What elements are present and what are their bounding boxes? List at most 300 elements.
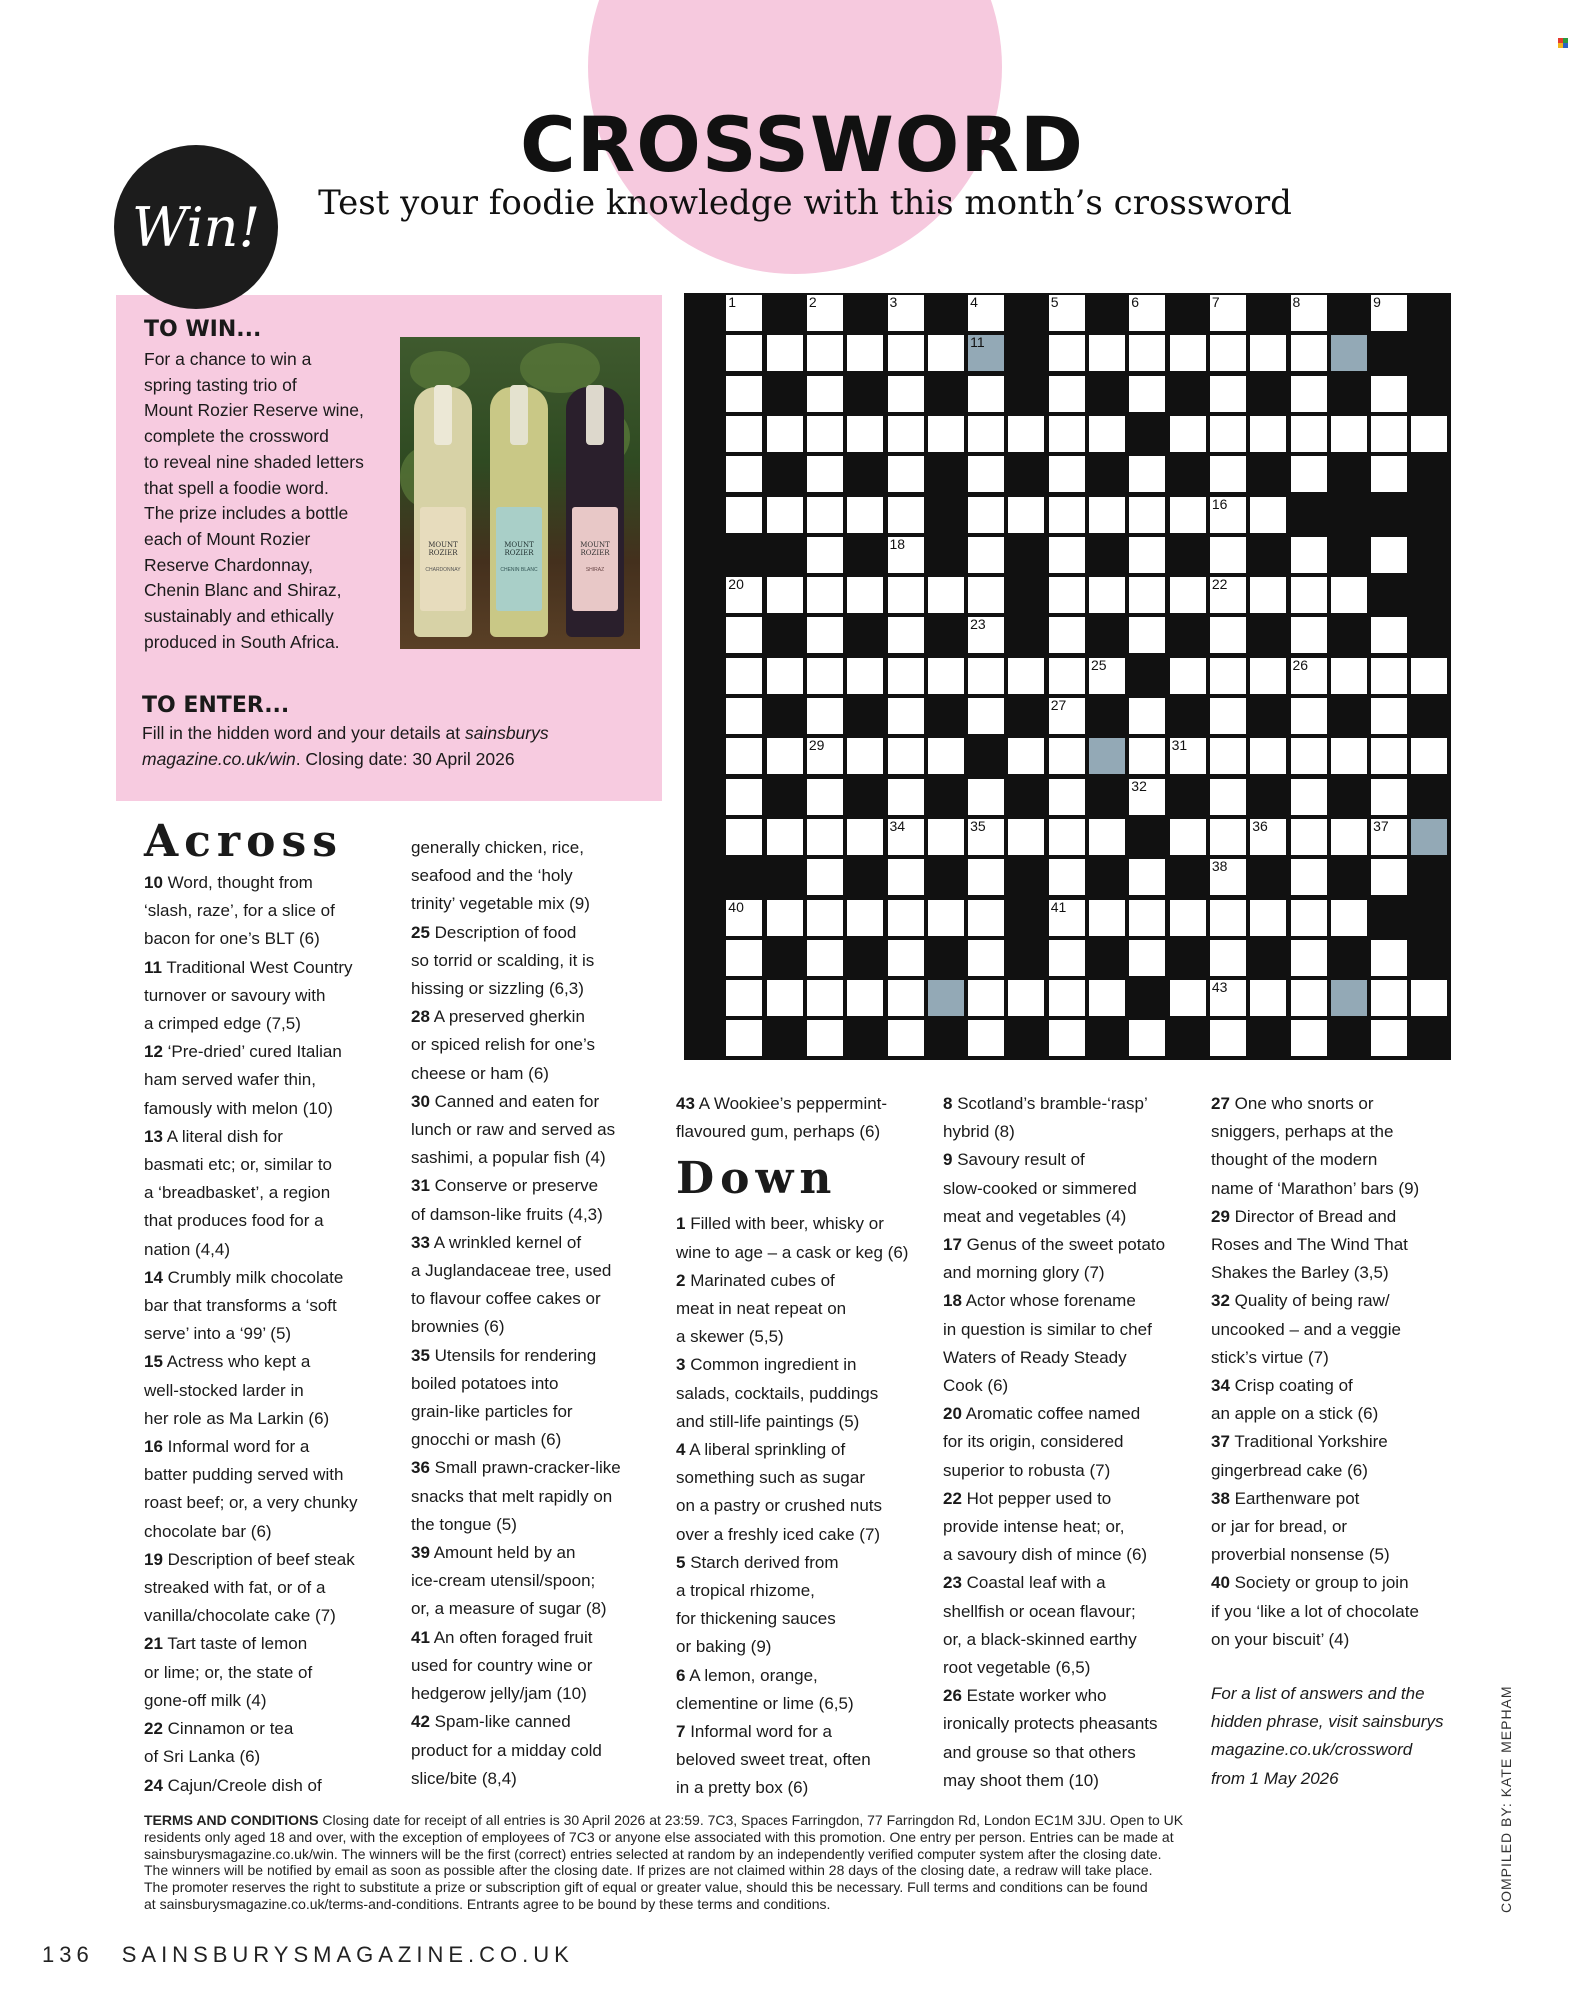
- crossword-cell[interactable]: [888, 980, 924, 1016]
- crossword-cell[interactable]: [1250, 819, 1286, 855]
- crossword-cell[interactable]: [968, 980, 1004, 1016]
- crossword-cell[interactable]: [968, 577, 1004, 613]
- crossword-cell[interactable]: [1049, 859, 1085, 895]
- crossword-cell[interactable]: [847, 738, 883, 774]
- terms-line: The winners will be notified by email as soon as possible after the closing date. If prizes are not claimed within 28 days of the closing date, a redraw will take place.: [144, 1862, 1153, 1879]
- crossword-cell[interactable]: [1129, 1020, 1165, 1056]
- crossword-cell[interactable]: [888, 819, 924, 855]
- crossword-cell[interactable]: [1291, 295, 1327, 331]
- crossword-cell[interactable]: [888, 295, 924, 331]
- crossword-cell[interactable]: [968, 295, 1004, 331]
- crossword-cell[interactable]: [1291, 537, 1327, 573]
- crossword-cell[interactable]: [767, 900, 803, 936]
- crossword-cell[interactable]: [1129, 295, 1165, 331]
- crossword-cell[interactable]: [888, 900, 924, 936]
- clue-line-start: [411, 1539, 621, 1567]
- crossword-cell[interactable]: [1210, 1020, 1246, 1056]
- crossword-cell[interactable]: [1250, 577, 1286, 613]
- crossword-cell[interactable]: [928, 900, 964, 936]
- crossword-cell[interactable]: [1210, 980, 1246, 1016]
- crossword-cell[interactable]: [1129, 537, 1165, 573]
- clue-number: 10: [144, 873, 163, 892]
- crossword-cell[interactable]: [888, 617, 924, 653]
- crossword-cell[interactable]: [807, 537, 843, 573]
- crossword-cell[interactable]: [1129, 738, 1165, 774]
- crossword-cell[interactable]: [767, 577, 803, 613]
- crossword-cell[interactable]: [807, 335, 843, 371]
- crossword-cell[interactable]: [847, 658, 883, 694]
- clues-column-3: [676, 1090, 908, 1803]
- crossword-cell[interactable]: [767, 738, 803, 774]
- crossword-cell[interactable]: [1371, 658, 1407, 694]
- clue-number: 3: [676, 1355, 686, 1375]
- clue-text: Estate worker who: [961, 1686, 1107, 1706]
- clue-text: proverbial nonsense (5): [1211, 1545, 1390, 1565]
- clue-line-start: [411, 1172, 621, 1200]
- crossword-cell[interactable]: [1170, 577, 1206, 613]
- cell-number: 18: [889, 535, 906, 552]
- crossword-cell[interactable]: [1008, 980, 1044, 1016]
- crossword-cell[interactable]: [1049, 497, 1085, 533]
- crossword-cell[interactable]: [1371, 617, 1407, 653]
- crossword-cell[interactable]: [888, 577, 924, 613]
- crossword-cell[interactable]: [928, 738, 964, 774]
- crossword-cell[interactable]: [1089, 980, 1125, 1016]
- clue-line-start: [1211, 1372, 1443, 1400]
- crossword-cell[interactable]: [1331, 738, 1367, 774]
- clue-text: or lime; or, the state of: [144, 1662, 313, 1682]
- crossword-cell[interactable]: [1371, 819, 1407, 855]
- crossword-cell[interactable]: [767, 819, 803, 855]
- crossword-cell[interactable]: [807, 1020, 843, 1056]
- crossword-cell[interactable]: [1291, 376, 1327, 412]
- clue-line: [144, 925, 358, 953]
- crossword-cell[interactable]: [1089, 577, 1125, 613]
- crossword-cell[interactable]: [1210, 658, 1246, 694]
- crossword-cell[interactable]: [1210, 456, 1246, 492]
- clue-line: [144, 1489, 358, 1517]
- crossword-cell[interactable]: [847, 577, 883, 613]
- crossword-cell[interactable]: [847, 819, 883, 855]
- clue-text: Actress who kept a: [162, 1352, 311, 1372]
- crossword-cell[interactable]: [888, 658, 924, 694]
- crossword-cell[interactable]: [928, 335, 964, 371]
- crossword-cell[interactable]: [1129, 376, 1165, 412]
- crossword-cell[interactable]: [1210, 497, 1246, 533]
- crossword-cell[interactable]: [1049, 658, 1085, 694]
- crossword-cell[interactable]: [1210, 416, 1246, 452]
- crossword-cell[interactable]: [1250, 335, 1286, 371]
- crossword-cell[interactable]: [1371, 295, 1407, 331]
- crossword-cell[interactable]: [888, 1020, 924, 1056]
- crossword-cell[interactable]: [1250, 497, 1286, 533]
- entry-link[interactable]: sainsburys: [464, 723, 549, 743]
- crossword-cell[interactable]: [1371, 537, 1407, 573]
- crossword-cell[interactable]: [1170, 900, 1206, 936]
- clue-line: [144, 1207, 358, 1235]
- crossword-cell[interactable]: [1331, 819, 1367, 855]
- crossword-cell[interactable]: [1411, 416, 1447, 452]
- clue-text: to flavour coffee cakes or: [411, 1289, 601, 1309]
- crossword-cell[interactable]: [1371, 456, 1407, 492]
- crossword-cell[interactable]: [888, 456, 924, 492]
- crossword-cell[interactable]: [1371, 1020, 1407, 1056]
- crossword-cell[interactable]: [968, 416, 1004, 452]
- crossword-cell[interactable]: [767, 980, 803, 1016]
- crossword-cell[interactable]: [1210, 335, 1246, 371]
- crossword-cell-shaded[interactable]: [968, 335, 1004, 371]
- crossword-cell-shaded[interactable]: [1331, 980, 1367, 1016]
- crossword-cell[interactable]: [1170, 497, 1206, 533]
- crossword-cell[interactable]: [968, 819, 1004, 855]
- crossword-cell[interactable]: [807, 658, 843, 694]
- crossword-cell-shaded[interactable]: [1089, 738, 1125, 774]
- crossword-cell[interactable]: [968, 456, 1004, 492]
- crossword-cell[interactable]: [1129, 497, 1165, 533]
- site-name: SAINSBURYSMAGAZINE.CO.UK: [121, 1942, 574, 1967]
- crossword-cell[interactable]: [847, 900, 883, 936]
- down-heading: Down: [676, 1153, 838, 1205]
- to-win-line: spring tasting trio of: [144, 374, 297, 395]
- clue-line: [411, 1765, 621, 1793]
- crossword-cell[interactable]: [1049, 940, 1085, 976]
- clue-text: roast beef; or, a very chunky: [144, 1493, 358, 1513]
- crossword-cell[interactable]: [968, 859, 1004, 895]
- crossword-cell[interactable]: [1089, 335, 1125, 371]
- crossword-cell[interactable]: [888, 335, 924, 371]
- crossword-cell[interactable]: [1291, 900, 1327, 936]
- answers-link[interactable]: magazine.co.uk/crossword: [1211, 1740, 1413, 1760]
- clue-text: provide intense heat; or,: [943, 1517, 1125, 1537]
- crossword-cell[interactable]: [968, 698, 1004, 734]
- clue-text: over a freshly iced cake (7): [676, 1524, 881, 1544]
- crossword-cell[interactable]: [807, 819, 843, 855]
- crossword-cell[interactable]: [1291, 779, 1327, 815]
- clue-text: the tongue (5): [411, 1514, 517, 1534]
- crossword-cell[interactable]: [1411, 658, 1447, 694]
- crossword-cell[interactable]: [1291, 738, 1327, 774]
- crossword-cell[interactable]: [888, 738, 924, 774]
- crossword-cell[interactable]: [807, 698, 843, 734]
- crossword-cell[interactable]: [1250, 900, 1286, 936]
- crossword-cell[interactable]: [928, 577, 964, 613]
- crossword-cell[interactable]: [1291, 980, 1327, 1016]
- crossword-cell[interactable]: [1170, 980, 1206, 1016]
- crossword-cell[interactable]: [847, 497, 883, 533]
- crossword-cell[interactable]: [1331, 416, 1367, 452]
- crossword-cell[interactable]: [1291, 859, 1327, 895]
- crossword-cell[interactable]: [1210, 617, 1246, 653]
- crossword-cell[interactable]: [928, 819, 964, 855]
- crossword-cell[interactable]: [1049, 376, 1085, 412]
- crossword-cell[interactable]: [767, 658, 803, 694]
- crossword-cell[interactable]: [807, 295, 843, 331]
- crossword-cell[interactable]: [1129, 577, 1165, 613]
- clue-text: Conserve or preserve: [429, 1176, 599, 1196]
- crossword-cell[interactable]: [1210, 537, 1246, 573]
- crossword-cell[interactable]: [888, 779, 924, 815]
- crossword-cell[interactable]: [1331, 900, 1367, 936]
- crossword-cell[interactable]: [726, 416, 762, 452]
- clue-text: Roses and The Wind That: [1211, 1235, 1408, 1255]
- crossword-cell[interactable]: [888, 940, 924, 976]
- clue-text: famously with melon (10): [144, 1098, 333, 1118]
- crossword-cell-shaded[interactable]: [928, 980, 964, 1016]
- crossword-cell[interactable]: [1210, 819, 1246, 855]
- crossword-cell[interactable]: [726, 577, 762, 613]
- crossword-cell[interactable]: [1210, 900, 1246, 936]
- crossword-cell[interactable]: [807, 779, 843, 815]
- crossword-cell[interactable]: [1210, 779, 1246, 815]
- crossword-cell[interactable]: [968, 1020, 1004, 1056]
- clue-line: [1211, 1118, 1443, 1146]
- crossword-cell[interactable]: [1210, 940, 1246, 976]
- crossword-cell[interactable]: [1008, 819, 1044, 855]
- crossword-cell[interactable]: [1291, 819, 1327, 855]
- clue-line: [144, 1574, 358, 1602]
- clue-number: 6: [676, 1665, 686, 1685]
- crossword-cell[interactable]: [968, 497, 1004, 533]
- crossword-cell[interactable]: [1371, 940, 1407, 976]
- crossword-cell[interactable]: [1049, 295, 1085, 331]
- crossword-cell[interactable]: [1250, 738, 1286, 774]
- crossword-cell[interactable]: [1371, 980, 1407, 1016]
- crossword-cell[interactable]: [1129, 698, 1165, 734]
- crossword-cell[interactable]: [1008, 497, 1044, 533]
- crossword-cell[interactable]: [1371, 376, 1407, 412]
- crossword-cell[interactable]: [1250, 416, 1286, 452]
- crossword-cell[interactable]: [807, 940, 843, 976]
- crossword-cell[interactable]: [1089, 658, 1125, 694]
- clue-text: so torrid or scalding, it is: [411, 950, 595, 970]
- clue-number: 19: [144, 1549, 163, 1569]
- crossword-cell[interactable]: [807, 376, 843, 412]
- crossword-cell[interactable]: [726, 658, 762, 694]
- crossword-cell[interactable]: [1291, 1020, 1327, 1056]
- crossword-cell[interactable]: [1371, 779, 1407, 815]
- crossword-cell[interactable]: [726, 335, 762, 371]
- clue-line: [676, 1633, 908, 1661]
- clue-text: A liberal sprinkling of: [685, 1440, 846, 1460]
- crossword-cell[interactable]: [726, 698, 762, 734]
- crossword-cell[interactable]: [726, 980, 762, 1016]
- crossword-cell[interactable]: [1411, 738, 1447, 774]
- crossword-cell[interactable]: [726, 456, 762, 492]
- clue-text: an apple on a stick (6): [1211, 1404, 1379, 1424]
- clue-text: Earthenware pot: [1229, 1488, 1360, 1508]
- crossword-cell[interactable]: [1291, 617, 1327, 653]
- crossword-cell[interactable]: [726, 376, 762, 412]
- crossword-cell[interactable]: [1049, 1020, 1085, 1056]
- crossword-cell[interactable]: [1049, 617, 1085, 653]
- clue-line: [411, 975, 621, 1003]
- clue-line: [411, 1313, 621, 1341]
- crossword-cell[interactable]: [968, 658, 1004, 694]
- clue-number: 31: [411, 1176, 430, 1196]
- clue-text: may shoot them (10): [943, 1770, 1099, 1790]
- crossword-cell[interactable]: [1049, 698, 1085, 734]
- crossword-cell[interactable]: [807, 738, 843, 774]
- crossword-cell[interactable]: [1210, 698, 1246, 734]
- crossword-cell[interactable]: [968, 537, 1004, 573]
- crossword-cell-shaded[interactable]: [1411, 819, 1447, 855]
- to-win-line: sustainably and ethically: [144, 606, 334, 627]
- crossword-cell[interactable]: [807, 497, 843, 533]
- crossword-cell-shaded[interactable]: [1331, 335, 1367, 371]
- crossword-cell[interactable]: [888, 497, 924, 533]
- crossword-cell[interactable]: [807, 577, 843, 613]
- clue-line: [676, 1464, 908, 1492]
- crossword-cell[interactable]: [726, 295, 762, 331]
- crossword-cell[interactable]: [726, 617, 762, 653]
- crossword-cell[interactable]: [1411, 980, 1447, 1016]
- crossword-cell[interactable]: [847, 335, 883, 371]
- clue-line-start: [676, 1718, 908, 1746]
- crossword-cell[interactable]: [1291, 698, 1327, 734]
- crossword-cell[interactable]: [726, 497, 762, 533]
- crossword-cell[interactable]: [1250, 980, 1286, 1016]
- crossword-cell[interactable]: [1049, 416, 1085, 452]
- crossword-cell[interactable]: [1049, 456, 1085, 492]
- clue-line: [411, 1060, 621, 1088]
- crossword-cell[interactable]: [1291, 456, 1327, 492]
- crossword-cell[interactable]: [1210, 577, 1246, 613]
- crossword-cell[interactable]: [1291, 940, 1327, 976]
- crossword-cell[interactable]: [888, 376, 924, 412]
- clue-text: of damson-like fruits (4,3): [411, 1204, 603, 1224]
- clue-text: ironically protects pheasants: [943, 1714, 1158, 1734]
- crossword-cell[interactable]: [1008, 658, 1044, 694]
- crossword-cell[interactable]: [1089, 819, 1125, 855]
- cell-number: 32: [1131, 777, 1147, 794]
- crossword-cell[interactable]: [1049, 537, 1085, 573]
- cell-number: 7: [1211, 294, 1220, 310]
- crossword-cell[interactable]: [847, 980, 883, 1016]
- clue-line-start: [1211, 1569, 1443, 1597]
- clue-number: 5: [676, 1552, 686, 1572]
- crossword-cell[interactable]: [1129, 940, 1165, 976]
- crossword-cell[interactable]: [807, 617, 843, 653]
- clue-line-start: [411, 1229, 621, 1257]
- crossword-cell[interactable]: [1049, 738, 1085, 774]
- crossword-cell[interactable]: [1049, 980, 1085, 1016]
- corner-logo-icon: [1558, 38, 1568, 48]
- crossword-cell[interactable]: [1210, 295, 1246, 331]
- clue-line: [411, 1483, 621, 1511]
- crossword-cell[interactable]: [726, 940, 762, 976]
- crossword-cell[interactable]: [1170, 335, 1206, 371]
- clue-line: [943, 1203, 1165, 1231]
- clue-text: in question is similar to chef: [943, 1319, 1152, 1339]
- crossword-cell[interactable]: [1089, 416, 1125, 452]
- entry-link[interactable]: magazine.co.uk/win: [142, 748, 296, 769]
- crossword-cell[interactable]: [1331, 658, 1367, 694]
- clue-line: [411, 1398, 621, 1426]
- crossword-cell[interactable]: [1371, 416, 1407, 452]
- crossword-cell[interactable]: [726, 738, 762, 774]
- crossword-cell[interactable]: [807, 859, 843, 895]
- crossword-cell[interactable]: [1008, 738, 1044, 774]
- crossword-cell[interactable]: [1331, 577, 1367, 613]
- crossword-cell[interactable]: [1049, 779, 1085, 815]
- crossword-cell[interactable]: [968, 779, 1004, 815]
- clue-text: Informal word for a: [685, 1722, 832, 1742]
- crossword-cell[interactable]: [1210, 738, 1246, 774]
- crossword-cell[interactable]: [1129, 617, 1165, 653]
- crossword-cell[interactable]: [726, 779, 762, 815]
- crossword-cell[interactable]: [726, 1020, 762, 1056]
- crossword-cell[interactable]: [1250, 658, 1286, 694]
- crossword-cell[interactable]: [1049, 335, 1085, 371]
- crossword-cell[interactable]: [767, 335, 803, 371]
- crossword-cell[interactable]: [1049, 577, 1085, 613]
- crossword-cell[interactable]: [1210, 376, 1246, 412]
- crossword-cell[interactable]: [1129, 335, 1165, 371]
- crossword-cell[interactable]: [928, 658, 964, 694]
- clue-number: 24: [144, 1775, 163, 1795]
- crossword-cell[interactable]: [1129, 779, 1165, 815]
- crossword-cell[interactable]: [726, 900, 762, 936]
- crossword-cell[interactable]: [968, 900, 1004, 936]
- clue-line: [1211, 1457, 1443, 1485]
- crossword-cell[interactable]: [1371, 859, 1407, 895]
- crossword-cell[interactable]: [1291, 658, 1327, 694]
- crossword-cell[interactable]: [1371, 698, 1407, 734]
- crossword-cell[interactable]: [807, 456, 843, 492]
- crossword-cell[interactable]: [726, 819, 762, 855]
- crossword-cell[interactable]: [1371, 738, 1407, 774]
- crossword-cell[interactable]: [888, 416, 924, 452]
- crossword-cell[interactable]: [1170, 658, 1206, 694]
- crossword-cell[interactable]: [1291, 335, 1327, 371]
- crossword-cell[interactable]: [807, 416, 843, 452]
- crossword-cell[interactable]: [968, 376, 1004, 412]
- crossword-cell[interactable]: [1089, 497, 1125, 533]
- crossword-cell[interactable]: [1129, 859, 1165, 895]
- crossword-cell[interactable]: [1291, 577, 1327, 613]
- crossword-cell[interactable]: [1170, 819, 1206, 855]
- terms-line: residents only aged 18 and over, with the exception of employees of 7C3 or anyone else associated with this promotion. One entry per person. Entries can be made at: [144, 1828, 1174, 1845]
- crossword-cell[interactable]: [1049, 819, 1085, 855]
- crossword-cell[interactable]: [1210, 859, 1246, 895]
- crossword-cell[interactable]: [928, 416, 964, 452]
- clue-line: [943, 1175, 1165, 1203]
- crossword-cell[interactable]: [888, 698, 924, 734]
- crossword-cell[interactable]: [888, 537, 924, 573]
- crossword-cell[interactable]: [968, 940, 1004, 976]
- crossword-cell[interactable]: [1291, 416, 1327, 452]
- clue-text: Coastal leaf with a: [961, 1573, 1106, 1593]
- crossword-cell[interactable]: [1129, 456, 1165, 492]
- crossword-cell[interactable]: [807, 980, 843, 1016]
- crossword-cell[interactable]: [807, 900, 843, 936]
- crossword-cell[interactable]: [767, 416, 803, 452]
- clue-text: bacon for one’s BLT (6): [144, 929, 320, 949]
- clue-text: vanilla/chocolate cake (7): [144, 1606, 336, 1626]
- crossword-cell[interactable]: [847, 416, 883, 452]
- crossword-cell[interactable]: [1089, 900, 1125, 936]
- crossword-cell[interactable]: [1170, 738, 1206, 774]
- crossword-cell[interactable]: [968, 617, 1004, 653]
- crossword-cell[interactable]: [1170, 416, 1206, 452]
- crossword-cell[interactable]: [1129, 900, 1165, 936]
- crossword-cell[interactable]: [888, 859, 924, 895]
- crossword-cell[interactable]: [1049, 900, 1085, 936]
- clue-line-start: [144, 1038, 358, 1066]
- clue-line: [943, 1654, 1165, 1682]
- crossword-cell[interactable]: [1008, 416, 1044, 452]
- crossword-cell[interactable]: [767, 497, 803, 533]
